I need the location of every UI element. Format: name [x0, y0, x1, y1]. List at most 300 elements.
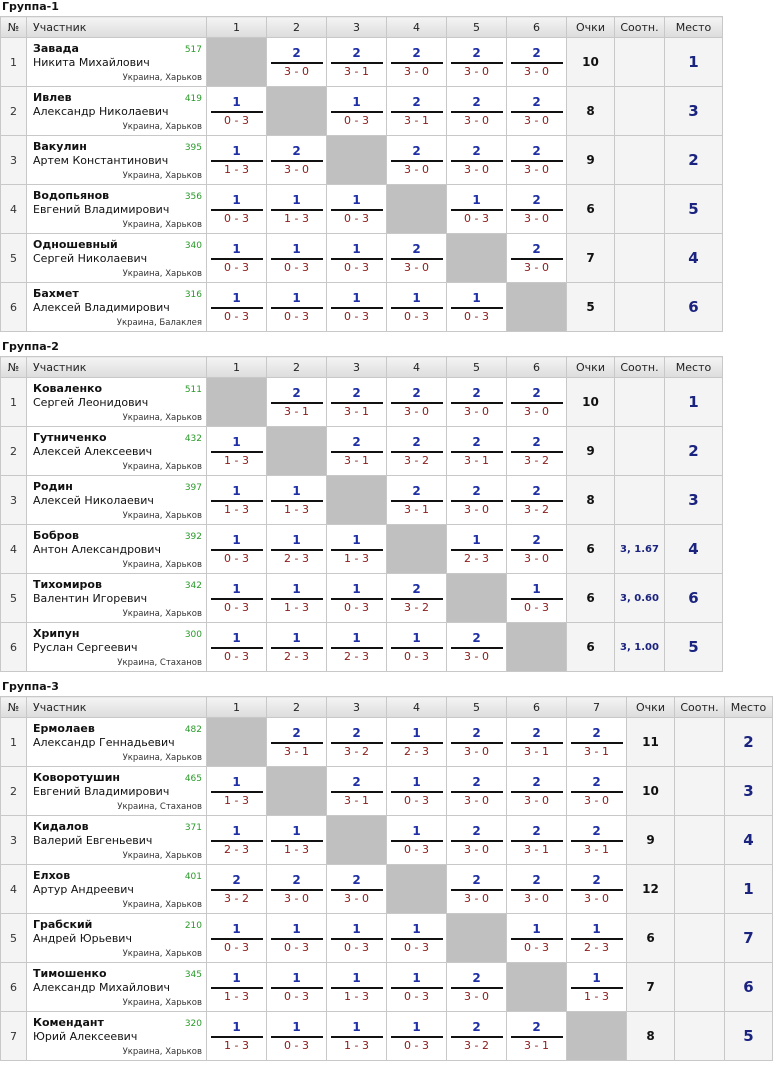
match-points: 2	[511, 533, 563, 551]
total-points: 10	[627, 767, 675, 816]
player-number: 7	[1, 1012, 27, 1061]
player-row	[1, 718, 773, 767]
player-first-name: Антон Александрович	[33, 543, 161, 556]
final-place: 4	[725, 816, 773, 865]
total-points: 6	[567, 185, 615, 234]
group-table	[0, 356, 723, 672]
header-points: Очки	[627, 697, 675, 718]
match-result-cell	[207, 283, 267, 332]
player-last-name[interactable]: Елхов	[33, 869, 71, 882]
player-info	[27, 574, 206, 622]
player-cell	[27, 718, 207, 767]
match-result	[451, 873, 503, 906]
match-result	[571, 922, 623, 955]
match-result-cell	[207, 1012, 267, 1061]
match-points: 2	[451, 46, 503, 64]
match-result	[331, 242, 383, 275]
player-info	[27, 718, 206, 766]
tiebreak-value	[675, 767, 725, 816]
match-result-cell	[387, 1012, 447, 1061]
match-result-cell	[447, 623, 507, 672]
match-result-cell	[447, 378, 507, 427]
match-result	[391, 922, 443, 955]
player-number: 6	[1, 623, 27, 672]
match-points: 1	[451, 291, 503, 309]
match-points: 2	[451, 144, 503, 162]
player-last-name[interactable]: Бобров	[33, 529, 80, 542]
player-last-name[interactable]: Коваленко	[33, 382, 103, 395]
player-rating: 345	[184, 970, 202, 980]
match-result-cell	[447, 283, 507, 332]
tiebreak-value	[615, 38, 665, 87]
total-points: 6	[627, 914, 675, 963]
match-result-cell	[387, 816, 447, 865]
player-last-name[interactable]: Родин	[33, 480, 73, 493]
match-score: 0 - 3	[284, 940, 309, 954]
header-participant: Участник	[27, 17, 207, 38]
match-points: 2	[511, 46, 563, 64]
diagonal-cell	[327, 816, 387, 865]
player-cell	[27, 963, 207, 1012]
player-first-name: Валентин Игоревич	[33, 592, 148, 605]
match-result-cell	[267, 136, 327, 185]
match-score: 0 - 3	[284, 989, 309, 1003]
diagonal-cell	[507, 963, 567, 1012]
player-last-name[interactable]: Гутниченко	[33, 431, 107, 444]
match-result-cell	[267, 914, 327, 963]
match-score: 1 - 3	[224, 453, 249, 467]
match-points: 1	[451, 533, 503, 551]
match-result-cell	[327, 525, 387, 574]
match-points: 2	[331, 386, 383, 404]
player-number: 2	[1, 427, 27, 476]
match-result	[271, 242, 323, 275]
match-result-cell	[267, 525, 327, 574]
match-result-cell	[447, 38, 507, 87]
match-score: 3 - 0	[524, 211, 549, 225]
match-result	[331, 386, 383, 419]
match-result	[331, 435, 383, 468]
player-last-name[interactable]: Вакулин	[33, 140, 87, 153]
final-place: 3	[665, 87, 723, 136]
match-result-cell	[267, 574, 327, 623]
match-points: 1	[211, 582, 263, 600]
header-points: Очки	[567, 17, 615, 38]
player-last-name[interactable]: Водопьянов	[33, 189, 110, 202]
match-result	[271, 922, 323, 955]
match-result-cell	[507, 87, 567, 136]
match-score: 1 - 3	[284, 211, 309, 225]
player-city: Украина, Стаханов	[117, 802, 202, 812]
match-result-cell	[327, 87, 387, 136]
match-score: 3 - 0	[464, 649, 489, 663]
match-result	[271, 726, 323, 759]
match-score: 3 - 1	[344, 404, 369, 418]
diagonal-cell	[507, 283, 567, 332]
match-score: 3 - 0	[464, 404, 489, 418]
player-first-name: Александр Николаевич	[33, 105, 169, 118]
match-result-cell	[507, 38, 567, 87]
match-result-cell	[447, 476, 507, 525]
match-result-cell	[447, 816, 507, 865]
match-points: 1	[391, 1020, 443, 1038]
player-cell	[27, 623, 207, 672]
match-points: 2	[391, 46, 443, 64]
match-score: 3 - 1	[404, 502, 429, 516]
match-result	[511, 533, 563, 566]
final-place: 5	[725, 1012, 773, 1061]
match-score: 1 - 3	[224, 989, 249, 1003]
match-points: 2	[571, 726, 623, 744]
header-opponent-col: 3	[327, 17, 387, 38]
tiebreak-value	[675, 718, 725, 767]
tiebreak-value	[615, 283, 665, 332]
match-result	[511, 1020, 563, 1053]
total-points: 10	[567, 38, 615, 87]
match-result-cell	[447, 1012, 507, 1061]
tiebreak-value: 3, 0.60	[615, 574, 665, 623]
match-points: 2	[511, 775, 563, 793]
player-row	[1, 234, 723, 283]
match-points: 1	[271, 1020, 323, 1038]
match-score: 0 - 3	[224, 211, 249, 225]
match-result-cell	[387, 767, 447, 816]
match-result-cell	[207, 816, 267, 865]
match-result	[451, 824, 503, 857]
match-result-cell	[267, 623, 327, 672]
match-result	[211, 242, 263, 275]
header-opponent-col: 1	[207, 697, 267, 718]
match-points: 2	[271, 46, 323, 64]
player-info	[27, 283, 206, 331]
match-result	[511, 775, 563, 808]
player-first-name: Александр Геннадьевич	[33, 736, 175, 749]
diagonal-cell	[267, 87, 327, 136]
match-score: 1 - 3	[224, 793, 249, 807]
player-last-name[interactable]: Завада	[33, 42, 79, 55]
match-score: 3 - 1	[524, 744, 549, 758]
tiebreak-value	[615, 378, 665, 427]
total-points: 8	[567, 476, 615, 525]
match-score: 3 - 1	[584, 842, 609, 856]
match-points: 2	[571, 824, 623, 842]
player-cell	[27, 38, 207, 87]
match-result-cell	[387, 718, 447, 767]
match-result	[511, 242, 563, 275]
match-points: 2	[391, 484, 443, 502]
match-score: 0 - 3	[404, 649, 429, 663]
diagonal-cell	[267, 767, 327, 816]
header-opponent-col: 3	[327, 357, 387, 378]
match-result	[271, 631, 323, 664]
match-result	[271, 533, 323, 566]
player-last-name[interactable]: Ивлев	[33, 91, 72, 104]
match-score: 0 - 3	[344, 211, 369, 225]
match-score: 3 - 1	[344, 793, 369, 807]
tiebreak-value	[615, 427, 665, 476]
match-result-cell	[507, 718, 567, 767]
match-points: 2	[391, 435, 443, 453]
player-last-name[interactable]: Комендант	[33, 1016, 104, 1029]
match-result-cell	[327, 38, 387, 87]
match-points: 2	[451, 775, 503, 793]
match-score: 0 - 3	[344, 113, 369, 127]
match-result-cell	[207, 914, 267, 963]
header-opponent-col: 1	[207, 17, 267, 38]
match-points: 1	[391, 971, 443, 989]
match-result	[331, 873, 383, 906]
match-result	[511, 922, 563, 955]
match-result	[511, 95, 563, 128]
match-result	[271, 1020, 323, 1053]
player-info	[27, 185, 206, 233]
match-result	[211, 873, 263, 906]
match-result	[451, 971, 503, 1004]
match-score: 3 - 0	[464, 842, 489, 856]
match-points: 2	[331, 726, 383, 744]
player-rating: 395	[184, 143, 202, 153]
match-result-cell	[507, 525, 567, 574]
match-points: 2	[211, 873, 263, 891]
match-score: 0 - 3	[464, 211, 489, 225]
match-points: 2	[331, 435, 383, 453]
player-info	[27, 767, 206, 815]
match-points: 2	[451, 95, 503, 113]
match-result-cell	[327, 865, 387, 914]
match-result-cell	[327, 427, 387, 476]
player-row	[1, 427, 723, 476]
match-score: 0 - 3	[344, 260, 369, 274]
match-score: 3 - 2	[404, 453, 429, 467]
header-opponent-col: 1	[207, 357, 267, 378]
player-number: 1	[1, 378, 27, 427]
header-row	[1, 357, 723, 378]
match-result-cell	[447, 963, 507, 1012]
player-last-name[interactable]: Грабский	[33, 918, 93, 931]
total-points: 7	[627, 963, 675, 1012]
match-result	[391, 291, 443, 324]
match-result	[271, 582, 323, 615]
diagonal-cell	[507, 623, 567, 672]
final-place: 5	[665, 185, 723, 234]
match-points: 1	[211, 193, 263, 211]
match-result-cell	[267, 865, 327, 914]
match-points: 1	[271, 242, 323, 260]
match-result	[271, 484, 323, 517]
match-result-cell	[507, 816, 567, 865]
match-points: 2	[451, 386, 503, 404]
player-last-name[interactable]: Одношевный	[33, 238, 118, 251]
match-points: 2	[511, 726, 563, 744]
match-points: 1	[331, 631, 383, 649]
match-points: 2	[511, 386, 563, 404]
header-participant: Участник	[27, 357, 207, 378]
match-result-cell	[267, 185, 327, 234]
player-cell	[27, 1012, 207, 1061]
match-points: 2	[451, 824, 503, 842]
match-points: 2	[451, 484, 503, 502]
header-tiebreak: Соотн.	[675, 697, 725, 718]
match-result	[211, 484, 263, 517]
match-result-cell	[387, 87, 447, 136]
match-score: 3 - 2	[404, 600, 429, 614]
match-result	[271, 386, 323, 419]
match-result-cell	[507, 427, 567, 476]
match-score: 3 - 1	[404, 113, 429, 127]
player-city: Украина, Харьков	[122, 609, 202, 619]
player-cell	[27, 185, 207, 234]
match-score: 2 - 3	[344, 649, 369, 663]
player-first-name: Сергей Леонидович	[33, 396, 149, 409]
match-result	[331, 922, 383, 955]
match-result	[511, 484, 563, 517]
final-place: 3	[665, 476, 723, 525]
match-points: 2	[511, 435, 563, 453]
header-num: №	[1, 357, 27, 378]
player-city: Украина, Харьков	[122, 1047, 202, 1057]
player-cell	[27, 378, 207, 427]
match-score: 3 - 0	[404, 162, 429, 176]
group-title: Группа-3	[2, 680, 59, 693]
match-result	[451, 484, 503, 517]
match-result	[331, 291, 383, 324]
player-cell	[27, 574, 207, 623]
match-points: 1	[211, 1020, 263, 1038]
match-result	[271, 873, 323, 906]
match-score: 3 - 2	[224, 891, 249, 905]
match-result-cell	[207, 234, 267, 283]
match-result-cell	[387, 136, 447, 185]
match-points: 2	[271, 726, 323, 744]
player-last-name[interactable]: Хрипун	[33, 627, 80, 640]
header-tiebreak: Соотн.	[615, 17, 665, 38]
match-score: 1 - 3	[284, 502, 309, 516]
match-score: 3 - 0	[404, 404, 429, 418]
header-opponent-col: 4	[387, 697, 447, 718]
match-result	[451, 193, 503, 226]
player-city: Украина, Харьков	[122, 413, 202, 423]
match-score: 3 - 1	[344, 453, 369, 467]
player-last-name[interactable]: Коворотушин	[33, 771, 121, 784]
player-last-name[interactable]: Тихомиров	[33, 578, 102, 591]
header-place: Место	[665, 17, 723, 38]
match-score: 0 - 3	[224, 600, 249, 614]
player-last-name[interactable]: Бахмет	[33, 287, 79, 300]
match-result-cell	[327, 767, 387, 816]
match-result	[511, 435, 563, 468]
match-score: 3 - 0	[284, 891, 309, 905]
player-first-name: Юрий Алексеевич	[33, 1030, 138, 1043]
player-first-name: Артем Константинович	[33, 154, 169, 167]
player-city: Украина, Харьков	[122, 753, 202, 763]
match-score: 3 - 0	[464, 113, 489, 127]
match-result-cell	[207, 525, 267, 574]
match-result	[391, 242, 443, 275]
match-result-cell	[207, 767, 267, 816]
match-result	[211, 95, 263, 128]
diagonal-cell	[387, 865, 447, 914]
player-last-name[interactable]: Тимошенко	[33, 967, 107, 980]
match-score: 3 - 0	[404, 64, 429, 78]
final-place: 1	[665, 378, 723, 427]
player-last-name[interactable]: Кидалов	[33, 820, 89, 833]
player-number: 4	[1, 865, 27, 914]
final-place: 2	[665, 427, 723, 476]
player-cell	[27, 525, 207, 574]
match-score: 3 - 0	[524, 260, 549, 274]
match-result	[511, 144, 563, 177]
match-points: 1	[331, 971, 383, 989]
match-points: 1	[271, 631, 323, 649]
player-rating: 342	[184, 581, 202, 591]
player-number: 3	[1, 476, 27, 525]
match-result	[511, 726, 563, 759]
total-points: 6	[567, 525, 615, 574]
match-points: 1	[331, 1020, 383, 1038]
match-points: 1	[571, 922, 623, 940]
player-info	[27, 427, 206, 475]
match-result-cell	[267, 1012, 327, 1061]
match-result	[451, 291, 503, 324]
match-points: 1	[391, 824, 443, 842]
match-score: 3 - 0	[524, 162, 549, 176]
player-rating: 465	[184, 774, 202, 784]
match-result	[511, 193, 563, 226]
diagonal-cell	[447, 234, 507, 283]
match-result	[211, 144, 263, 177]
player-rating: 316	[184, 290, 202, 300]
player-row	[1, 136, 723, 185]
player-city: Украина, Харьков	[122, 949, 202, 959]
match-points: 2	[571, 873, 623, 891]
match-result	[391, 582, 443, 615]
match-score: 0 - 3	[404, 1038, 429, 1052]
match-points: 1	[331, 582, 383, 600]
match-result-cell	[507, 378, 567, 427]
match-result	[391, 1020, 443, 1053]
header-row	[1, 17, 723, 38]
player-rating: 432	[184, 434, 202, 444]
player-cell	[27, 914, 207, 963]
match-score: 3 - 0	[584, 793, 609, 807]
tiebreak-value	[615, 87, 665, 136]
match-points: 2	[271, 873, 323, 891]
match-result	[331, 533, 383, 566]
match-result	[391, 144, 443, 177]
match-result-cell	[387, 574, 447, 623]
match-result-cell	[207, 623, 267, 672]
player-row	[1, 38, 723, 87]
match-result-cell	[507, 136, 567, 185]
diagonal-cell	[267, 427, 327, 476]
player-row	[1, 1012, 773, 1061]
diagonal-cell	[327, 136, 387, 185]
match-result-cell	[327, 963, 387, 1012]
total-points: 7	[567, 234, 615, 283]
header-place: Место	[665, 357, 723, 378]
match-points: 1	[211, 971, 263, 989]
match-result-cell	[207, 963, 267, 1012]
player-last-name[interactable]: Ермолаев	[33, 722, 95, 735]
match-result-cell	[387, 283, 447, 332]
match-score: 1 - 3	[584, 989, 609, 1003]
match-points: 1	[271, 922, 323, 940]
header-row	[1, 697, 773, 718]
player-city: Украина, Балаклея	[116, 318, 202, 328]
diagonal-cell	[207, 718, 267, 767]
match-score: 0 - 3	[224, 260, 249, 274]
player-row	[1, 816, 773, 865]
